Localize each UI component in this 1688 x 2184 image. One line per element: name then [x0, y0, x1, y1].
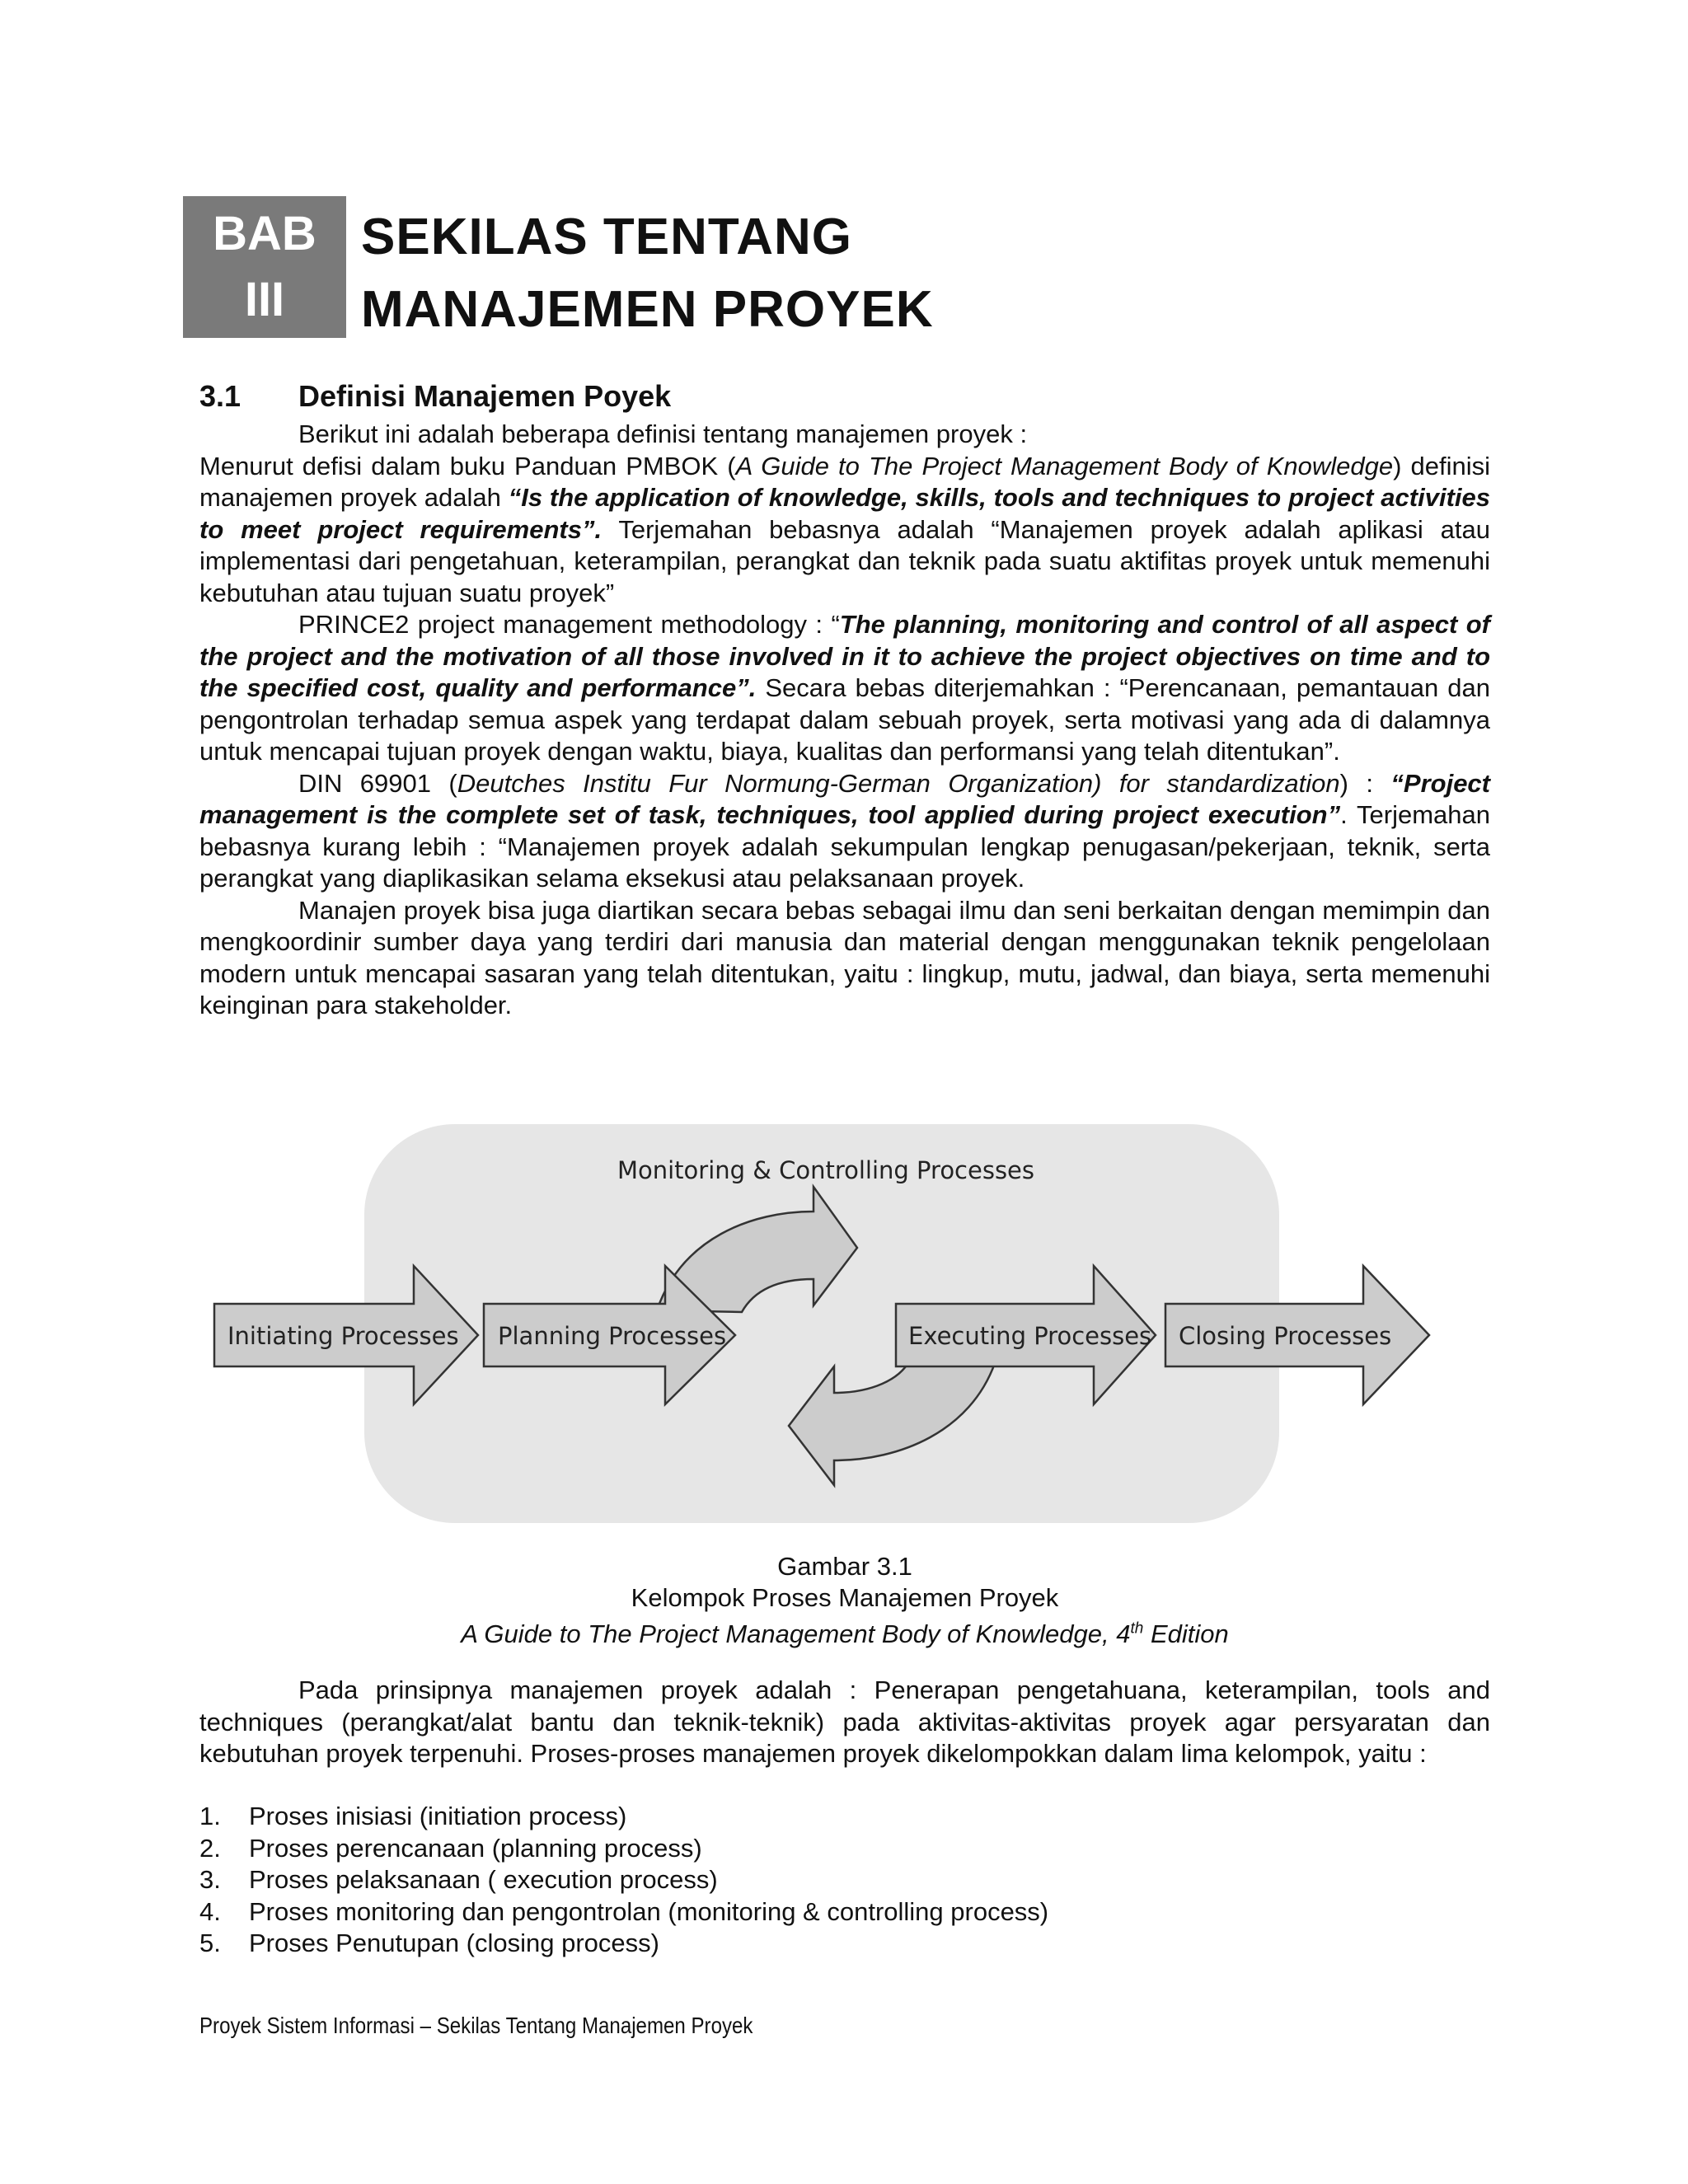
- closing-label: Closing Processes: [1179, 1322, 1392, 1350]
- paragraph-pmbok: [199, 451, 1490, 610]
- paragraph-manajemen: Manajen proyek bisa juga diartikan secara bebas sebagai ilmu dan seni berkaitan dengan memimpin dan mengkoordinir sumber daya yang terdiri dari manusia dan material dengan menggunakan teknik pengelolaan modern untuk mencapai sasaran yang telah ditentukan, yaitu : lingkup, mutu, jadwal, dan biaya, serta memenuhi keinginan para stakeholder.: [199, 895, 1490, 1019]
- list-text: Proses pelaksanaan ( execution process): [249, 1865, 718, 1894]
- pmbok-text-1: Menurut defisi dalam buku Panduan PMBOK (: [199, 451, 736, 480]
- list-text: Proses Penutupan (closing process): [249, 1929, 659, 1957]
- chapter-label-line1: BAB: [213, 207, 316, 260]
- caption-edition: Edition: [1143, 1619, 1229, 1649]
- chapter-title: [361, 201, 934, 346]
- din-org-name: Deutches Institu Fur Normung-German Organization) for standardization: [457, 768, 1340, 798]
- body-text-upper: [199, 419, 1490, 1022]
- prince2-translation: Secara bebas diterjemahkan : “Perencanaan, pemantauan dan pengontrolan terhadap semua aspek yang terdapat dalam sebuah proyek, serta motivasi yang ada di dalamnya untuk mencapai tujuan proyek dengan waktu, biaya, kualitas dan performansi yang telah ditentukan”.: [199, 673, 1490, 766]
- caption-line1: Gambar 3.1: [777, 1552, 912, 1581]
- body-text-lower: [199, 1675, 1490, 1770]
- caption-line2: Kelompok Proses Manajemen Proyek: [631, 1583, 1059, 1612]
- process-list: [199, 1801, 1048, 1960]
- list-item: [199, 1833, 1048, 1865]
- paragraph-prince2: [199, 609, 1490, 768]
- list-text: Proses perencanaan (planning process): [249, 1833, 702, 1863]
- caption-superscript: th: [1130, 1620, 1144, 1638]
- pmbok-book-title: A Guide to The Project Management Body of Knowledge: [735, 451, 1394, 480]
- page-footer: Proyek Sistem Informasi – Sekilas Tentang Manajemen Proyek: [199, 2013, 753, 2038]
- list-number: 2.: [199, 1833, 221, 1863]
- chapter-label-line2: III: [244, 273, 285, 326]
- process-group-figure: [208, 1122, 1444, 1535]
- pmbok-quote: “Is the application of knowledge, skills, tools and techniques to project activities to meet project requirements”.: [199, 483, 1490, 544]
- section-title: Definisi Manajemen Poyek: [298, 379, 672, 413]
- paragraph-din: [199, 768, 1490, 895]
- din-text-1: DIN 69901 (: [298, 768, 457, 798]
- pmbok-text-2: ) definisi manajemen proyek adalah: [199, 451, 1490, 512]
- executing-label: Executing Processes: [908, 1322, 1152, 1350]
- paragraph-intro: Berikut ini adalah beberapa definisi tentang manajemen proyek :: [298, 419, 1028, 448]
- din-translation: . Terjemahan bebasnya kurang lebih : “Manajemen proyek adalah sekumpulan lengkap penugasan/pekerjaan, teknik, serta perangkat yang diaplikasikan selama eksekusi atau pelaksanaan proyek.: [199, 800, 1490, 893]
- section-heading: [199, 379, 671, 414]
- list-text: Proses monitoring dan pengontrolan (monitoring & controlling process): [249, 1896, 1049, 1926]
- prince2-quote: The planning, monitoring and control of all aspect of the project and the motivation of all those involved in it to achieve the project objectives on time and to the specified cost, quality and performance”.: [199, 610, 1490, 702]
- din-text-2: ) :: [1339, 768, 1391, 798]
- chapter-title-line2: MANAJEMEN PROYEK: [361, 281, 934, 338]
- list-number: 1.: [199, 1802, 221, 1830]
- prince2-text-1: PRINCE2 project management methodology : “: [298, 610, 840, 639]
- figure-caption: [199, 1551, 1490, 1650]
- chapter-title-line1: SEKILAS TENTANG: [361, 209, 852, 265]
- section-number: 3.1: [199, 379, 241, 413]
- list-number: 5.: [199, 1929, 221, 1957]
- caption-source: A Guide to The Project Management Body of Knowledge, 4: [461, 1619, 1131, 1649]
- list-item: [199, 1801, 1048, 1833]
- planning-label: Planning Processes: [498, 1322, 727, 1350]
- list-item: [199, 1928, 1048, 1960]
- caption-line3: [199, 1614, 1490, 1650]
- monitoring-label: Monitoring & Controlling Processes: [617, 1156, 1035, 1184]
- list-text: Proses inisiasi (initiation process): [249, 1802, 627, 1830]
- list-number: 4.: [199, 1896, 221, 1926]
- list-item: [199, 1864, 1048, 1896]
- chapter-label-box: [183, 196, 346, 338]
- list-number: 3.: [199, 1865, 221, 1894]
- din-quote: “Project management is the complete set of task, techniques, tool applied during project execution”: [199, 768, 1491, 829]
- initiating-label: Initiating Processes: [227, 1322, 459, 1350]
- pmbok-translation: Terjemahan bebasnya adalah “Manajemen proyek adalah aplikasi atau implementasi dari pengetahuan, keterampilan, perangkat dan teknik pada suatu aktifitas proyek untuk memenuhi kebutuhan atau tujuan suatu proyek”: [199, 514, 1490, 607]
- list-item: [199, 1896, 1048, 1929]
- paragraph-prinsip: Pada prinsipnya manajemen proyek adalah : Penerapan pengetahuana, keterampilan, tools and techniques (perangkat/alat bantu dan teknik-teknik) pada aktivitas-aktivitas proyek agar persyaratan dan kebutuhan proyek terpenuhi. Proses-proses manajemen proyek dikelompokkan dalam lima kelompok, yaitu :: [199, 1675, 1490, 1768]
